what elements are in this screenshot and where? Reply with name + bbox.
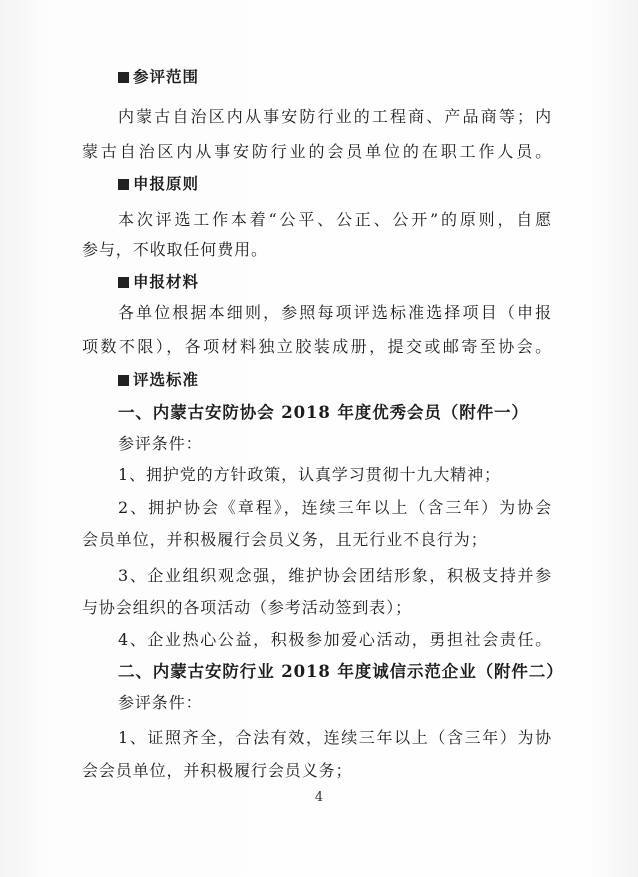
part1-item-1: 1、拥护党的方针政策，认真学习贯彻十九大精神；	[118, 465, 501, 484]
part1-item-4: 4、企业热心公益，积极参加爱心活动，勇担社会责任。	[118, 630, 552, 649]
criteria-heading: 评选标准	[118, 370, 588, 390]
square-bullet-icon	[118, 72, 129, 83]
part2-item-1-cont: 会会员单位，并积极履行会员义务；	[82, 761, 353, 780]
part1-item-2-cont: 会员单位，并积极履行会员义务，且无行业不良行为；	[82, 530, 488, 549]
materials-text-line: 各单位根据本细则，参照每项评选标准选择项目（申报	[118, 303, 552, 322]
part2-conditions-label: 参评条件：	[118, 693, 203, 712]
square-bullet-icon	[118, 277, 129, 288]
square-bullet-icon	[118, 179, 129, 190]
materials-heading: 申报材料	[118, 272, 588, 292]
part1-conditions-label: 参评条件：	[118, 434, 203, 453]
part1-item-3: 3、企业组织观念强，维护协会团结形象，积极支持并参	[118, 566, 552, 585]
square-bullet-icon	[118, 375, 129, 386]
principle-text-line: 参与，不收取任何费用。	[82, 240, 268, 259]
scope-text-line: 蒙古自治区内从事安防行业的会员单位的在职工作人员。	[82, 142, 552, 161]
part2-title: 二、内蒙古安防行业 2018 年度诚信示范企业（附件二）	[118, 662, 564, 681]
principle-text-line: 本次评选工作本着“公平、公正、公开”的原则，自愿	[118, 210, 552, 229]
scope-text-line: 内蒙古自治区内从事安防行业的工程商、产品商等；内	[118, 107, 552, 126]
materials-text-line: 项数不限），各项材料独立胶装成册，提交或邮寄至协会。	[82, 337, 552, 356]
part1-title: 一、内蒙古安防协会 2018 年度优秀会员（附件一）	[118, 403, 529, 422]
part1-item-2: 2、拥护协会《章程》，连续三年以上（含三年）为协会	[118, 498, 552, 517]
part1-item-3-cont: 与协会组织的各项活动（参考活动签到表）；	[82, 598, 413, 617]
scope-heading: 参评范围	[118, 67, 588, 87]
page-number: 4	[314, 790, 324, 805]
principle-heading: 申报原则	[118, 174, 588, 194]
part2-item-1: 1、证照齐全，合法有效，连续三年以上（含三年）为协	[118, 728, 552, 747]
